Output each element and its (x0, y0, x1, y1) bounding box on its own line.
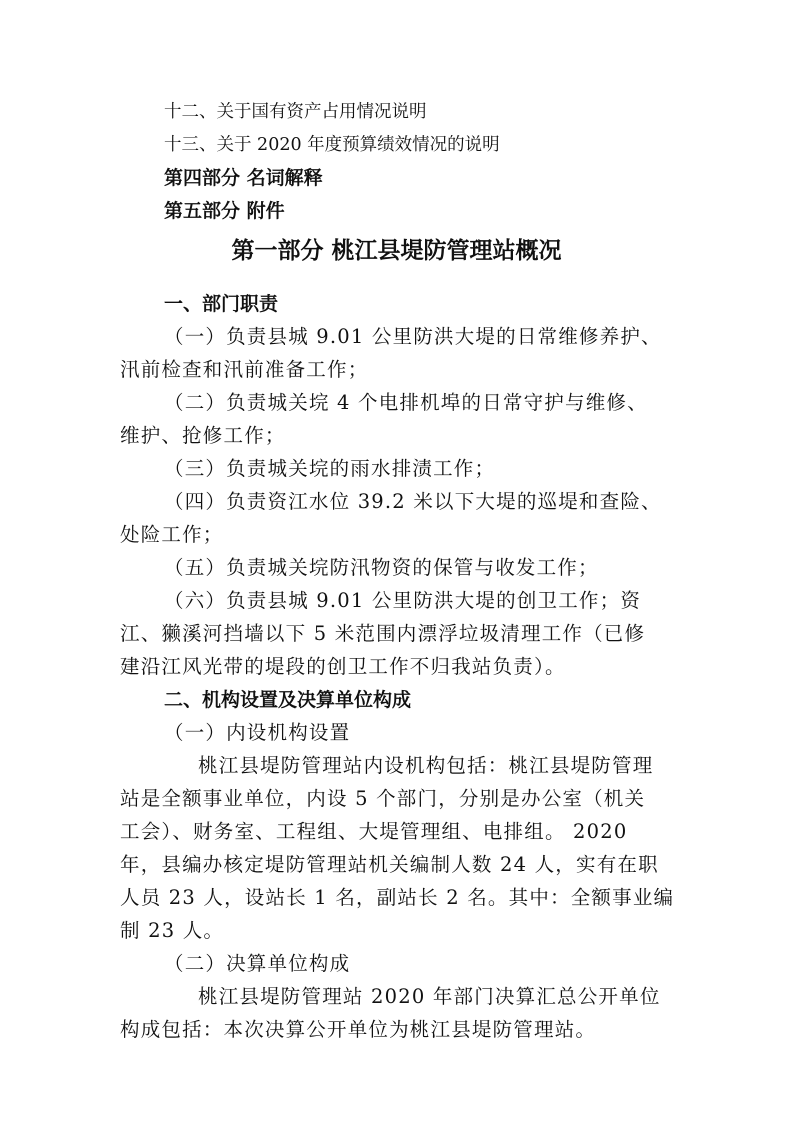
toc-part-5: 第五部分 附件 (164, 200, 285, 222)
duty-line: （三）负责城关垸的雨水排渍工作； (164, 457, 496, 480)
org-line: 桃江县堤防管理站内设机构包括：桃江县堤防管理 (198, 754, 654, 777)
toc-item-13: 十三、关于 2020 年度预算绩效情况的说明 (164, 135, 500, 155)
org-line: 工会）、财务室、工程组、大堤管理组、电排组。 2020 (120, 820, 628, 843)
org-line: 站是全额事业单位，内设 5 个部门，分别是办公室（机关 (120, 787, 646, 810)
toc-item-12: 十二、关于国有资产占用情况说明 (164, 102, 427, 122)
duty-line: 汛前检查和汛前准备工作； (120, 358, 369, 381)
duty-line: （五）负责城关垸防汛物资的保管与收发工作； (164, 556, 599, 579)
section-2-heading: 二、机构设置及决算单位构成 (164, 689, 412, 711)
duty-line: （二）负责城关垸 4 个电排机埠的日常守护与维修、 (164, 391, 648, 414)
org-line: 制 23 人。 (120, 919, 225, 942)
duty-line: （一）负责县城 9.01 公里防洪大堤的日常维修养护、 (164, 325, 662, 348)
duty-line: 处险工作； (120, 523, 224, 546)
org-line: 年，县编办核定堤防管理站机关编制人数 24 人，实有在职 (120, 853, 659, 876)
unit-line: 桃江县堤防管理站 2020 年部门决算汇总公开单位 (198, 985, 661, 1008)
subsection-2-heading: （二）决算单位构成 (164, 952, 351, 975)
duty-line: 维护、抢修工作； (120, 424, 286, 447)
section-1-heading: 一、部门职责 (164, 293, 279, 315)
unit-line: 构成包括：本次决算公开单位为桃江县堤防管理站。 (120, 1018, 597, 1041)
org-line: 人员 23 人，设站长 1 名，副站长 2 名。其中：全额事业编 (120, 886, 675, 909)
toc-part-4: 第四部分 名词解释 (164, 167, 323, 189)
duty-line: （四）负责资江水位 39.2 米以下大堤的巡堤和查险、 (164, 490, 662, 513)
duty-line: （六）负责县城 9.01 公里防洪大堤的创卫工作；资 (164, 589, 642, 612)
duty-line: 建沿江风光带的堤段的创卫工作不归我站负责）。 (120, 655, 566, 678)
duty-line: 江、獭溪河挡墙以下 5 米范围内漂浮垃圾清理工作（已修 (120, 622, 646, 645)
part-1-title: 第一部分 桃江县堤防管理站概况 (231, 238, 562, 264)
subsection-1-heading: （一）内设机构设置 (164, 721, 351, 744)
